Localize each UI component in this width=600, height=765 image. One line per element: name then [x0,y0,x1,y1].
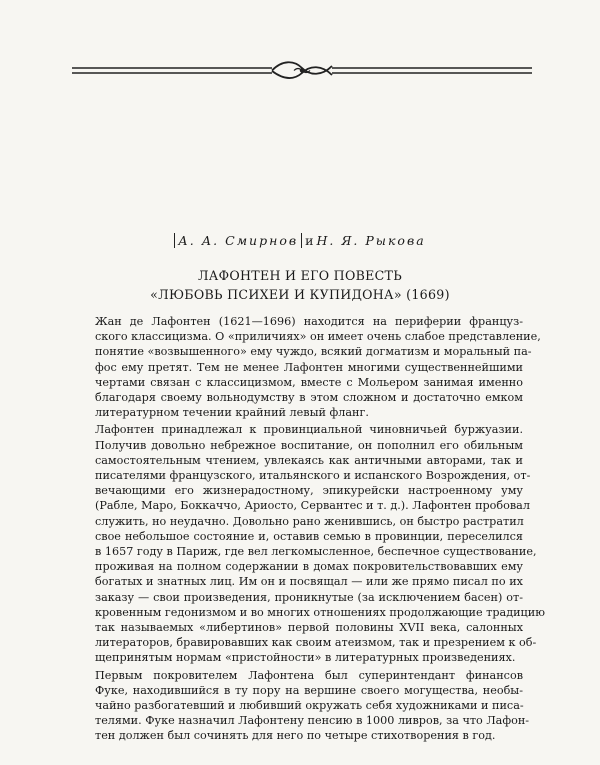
text-line: ского классицизма. О «приличиях» он имеет очень слабое представление, [95,330,541,344]
text-line: Жан де Лафонтен (1621—1696) находится на периферии француз- [95,315,523,328]
text-line: вечающими его жизнерадостному, эпикурейски настроенному уму [95,484,523,498]
text-line: служить, но неудачно. Довольно рано женившись, он быстро растратил [95,514,524,528]
text-line: благодаря своему вольнодумству в этом сложном и достаточно емком [95,391,523,405]
authors-line [0,233,600,248]
text-line: Фуке, находившийся в ту пору на вершине своего могущества, необы- [95,683,523,697]
author-conjunction: и [305,233,314,248]
text-line: заказу — свои произведения, проникнутые (за исключением басен) от- [95,590,523,604]
body-text [77,314,545,746]
decorative-headpiece [72,58,532,84]
text-line: в 1657 году в Париж, где вел легкомысленное, беспечное существование, [95,545,537,559]
author-first: А. А. Смирнов [174,233,302,248]
text-line: свое небольшое состояние и, оставив семью в провинции, переселился [95,529,523,543]
text-line: понятие «возвышенного» ему чуждо, всякий догматизм и моральный па- [95,345,532,359]
text-line: самостоятельным чтением, увлекаясь как античными авторами, так и [95,453,523,467]
text-line: Первым покровителем Лафонтена был суперинтендант финансов [95,668,523,682]
article-title [0,266,600,304]
text-line: телями. Фуке назначил Лафонтену пенсию в 1000 ливров, за что Лафон- [95,714,530,728]
text-line: (Рабле, Маро, Боккаччо, Ариосто, Сервантес и т. д.). Лафонтен пробовал [95,499,530,513]
paragraph [77,314,541,420]
text-line: тен должен был сочинять для него по четыре стихотворения в год. [95,729,496,743]
text-line: литераторов, бравировавших как своим атеизмом, так и презрением к об- [95,636,537,650]
text-line: писателями французского, итальянского и испанского Возрождения, от- [95,469,531,483]
text-line: проживая на полном содержании в домах покровительствовавших ему [95,560,523,574]
text-line: чайно разбогатевший и любивший окружать себя художниками и писа- [95,699,524,713]
paragraph [77,422,545,665]
text-line: чертами связан с классицизмом, вместе с Мольером занимая именно [95,375,523,389]
title-line-1: ЛАФОНТЕН И ЕГО ПОВЕСТЬ [197,268,403,283]
text-line: фос ему претят. Тем не менее Лафонтен многими существеннейшими [95,360,523,374]
text-line: литературном течении крайний левый фланг. [95,406,369,420]
paragraph [77,668,530,744]
text-line: так называемых «либертинов» первой половины XVII века, салонных [95,621,523,635]
title-line-2: «ЛЮБОВЬ ПСИХЕИ И КУПИДОНА» (1669) [150,287,450,302]
author-second: Н. Я. Рыкова [316,233,426,248]
text-line: щепринятым нормам «пристойности» в литературных произведениях. [95,651,516,665]
text-line: Лафонтен принадлежал к провинциальной чиновничьей буржуазии. [95,423,523,437]
text-line: Получив довольно небрежное воспитание, он пополнил его обильным [95,438,523,452]
text-line: богатых и знатных лиц. Им он и посвящал — или же прямо писал по их [95,575,523,589]
text-line: кровенным гедонизмом и во многих отношениях продолжающие традицию [95,605,545,619]
